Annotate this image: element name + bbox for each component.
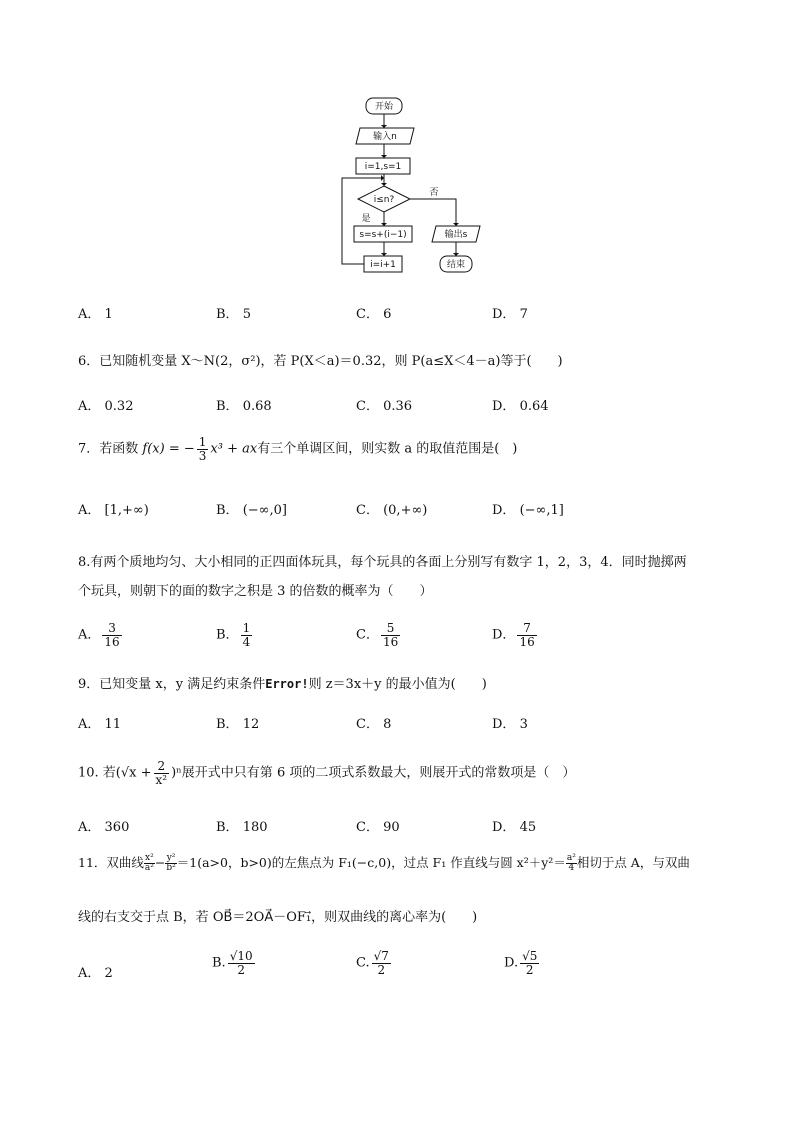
flow-output-label: 输出s: [444, 230, 468, 240]
q11-option-b[interactable]: B. $\frac{√10}{2}$: [212, 949, 253, 977]
q9-option-d[interactable]: D． 3: [492, 717, 528, 732]
q8-option-d[interactable]: D． $\frac{7}{16}$: [492, 621, 535, 649]
flowchart: [330, 92, 490, 282]
q9-option-b[interactable]: B． 12: [216, 717, 260, 732]
flow-cond-label: i≤n?: [373, 195, 395, 205]
q5-option-a[interactable]: A． 1: [78, 307, 113, 322]
flow-end-label: 结束: [446, 260, 466, 270]
q10-option-d[interactable]: D． 45: [492, 820, 537, 835]
q7-option-d[interactable]: D． (−∞,1]: [492, 503, 564, 518]
q5-option-b[interactable]: B． 5: [216, 307, 251, 322]
q6-text: 6．已知随机变量 X～N(2，σ²)，若 P(X＜a)＝0.32，则 P(a≤X＜4－a)等于( ): [78, 354, 563, 369]
q9-error-field: Error!: [265, 677, 309, 691]
q9-option-a[interactable]: A． 11: [78, 717, 122, 732]
q7-option-b[interactable]: B． (−∞,0]: [216, 503, 287, 518]
flow-update-s-label: s=s+(i−1): [359, 230, 407, 240]
flow-start-label: 开始: [374, 102, 394, 112]
q7-option-a[interactable]: A． [1,+∞): [78, 503, 149, 518]
q9-text: 9．已知变量 x，y 满足约束条件Error!则 z＝3x＋y 的最小值为( ): [78, 677, 487, 692]
q10-text: 10. 若(√x + $\frac{2}{\text{x²}}$ )ⁿ展开式中只有第 6 项的二项式系数最大，则展开式的常数项是（ ）: [78, 759, 576, 787]
q8-option-c[interactable]: C． $\frac{5}{16}$: [356, 621, 399, 649]
q11-line-2: 线的右支交于点 B，若 OB⃗＝2OA⃗－OF₁⃗，则双曲线的离心率为( ): [78, 910, 478, 925]
q10-option-c[interactable]: C． 90: [356, 820, 400, 835]
q6-option-c[interactable]: C． 0.36: [356, 399, 413, 414]
q7-option-c[interactable]: C． (0,+∞): [356, 503, 428, 518]
q5-option-c[interactable]: C． 6: [356, 307, 392, 322]
flow-input-label: 输入n: [373, 132, 397, 142]
q9-option-c[interactable]: C． 8: [356, 717, 392, 732]
flow-init-label: i=1,s=1: [364, 162, 402, 172]
q11-line-1: 11．双曲线 $\frac{\text{x²}}{\text{a²}}$ − $\frac{\text{y²}}{\text{b²}}$ ＝1(a>0，b>0)的左焦点为 F₁(−c,0)，过点 F₁ 作直线与圆 x²＋y²＝ $\frac{\text{a²}}{4}$ 相切于点 A，与双曲: [78, 853, 690, 873]
q8-line-2: 个玩具，则朝下的面的数字之积是 3 的倍数的概率为（ ）: [78, 584, 433, 599]
flow-no-label: 否: [429, 188, 439, 198]
q8-line-1: 8.有两个质地均匀、大小相同的正四面体玩具，每个玩具的各面上分别写有数字 1，2，3，4．同时抛掷两: [78, 555, 687, 570]
q10-option-a[interactable]: A． 360: [78, 820, 130, 835]
q11-option-c[interactable]: C. $\frac{√7}{2}$: [356, 949, 389, 977]
q11-option-d[interactable]: D. $\frac{√5}{2}$: [504, 949, 538, 977]
q8-option-b[interactable]: B． $\frac{1}{4}$: [216, 621, 251, 649]
flow-yes-label: 是: [361, 214, 371, 224]
q6-option-b[interactable]: B． 0.68: [216, 399, 272, 414]
q11-option-a[interactable]: A． 2: [78, 966, 113, 981]
q5-option-d[interactable]: D． 7: [492, 307, 528, 322]
q8-option-a[interactable]: A． $\frac{3}{16}$: [78, 621, 120, 649]
q6-option-d[interactable]: D． 0.64: [492, 399, 549, 414]
q10-option-b[interactable]: B． 180: [216, 820, 268, 835]
q7-fraction: $\frac{1}{3}$: [198, 435, 207, 463]
flow-update-i-label: i=i+1: [370, 260, 396, 270]
q7-text: 7．若函数 f(x) = − $\frac{1}{3}$ x³ + ax有三个单调区间，则实数 a 的取值范围是( ): [78, 435, 518, 463]
q6-option-a[interactable]: A． 0.32: [78, 399, 134, 414]
q10-fraction: $\frac{2}{\text{x²}}$: [155, 759, 168, 787]
